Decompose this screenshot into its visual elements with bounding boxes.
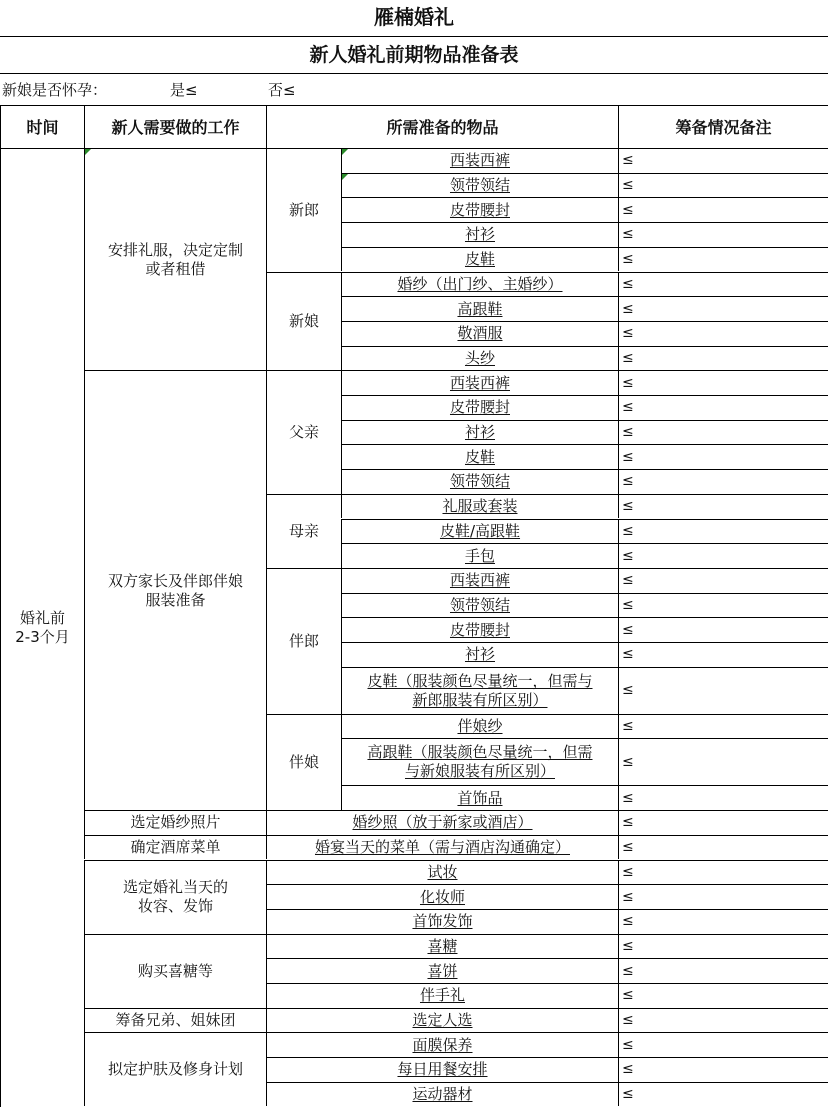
task-attire: [84, 148, 266, 370]
status-note[interactable]: [618, 884, 828, 909]
item-cell: [341, 785, 618, 810]
header-time-text: 时间: [26, 117, 59, 137]
item-cell-text: 皮带腰封: [449, 200, 510, 219]
item-cell-text: 衬衫: [464, 645, 495, 664]
header-task: [84, 105, 266, 148]
task-makeup: [84, 860, 266, 934]
status-note[interactable]: [618, 667, 828, 714]
status-note[interactable]: [618, 958, 828, 983]
status-note[interactable]: [618, 1032, 828, 1057]
item-cell-text: 试妆: [427, 862, 458, 881]
status-note-text: ≤: [622, 621, 634, 638]
item-cell: [341, 568, 618, 593]
item-cell-text: 婚纱（出门纱、主婚纱）: [397, 274, 563, 293]
item-cell: [266, 1057, 618, 1082]
role-groomsman-text: 伴郎: [288, 631, 319, 650]
item-cell-text: 皮带腰封: [449, 620, 510, 639]
status-note-text: ≤: [622, 1012, 634, 1029]
time-cell: [0, 148, 84, 1107]
status-note-text: ≤: [622, 1061, 634, 1078]
status-note-text: ≤: [622, 349, 634, 366]
item-cell: [341, 395, 618, 420]
status-note-text: ≤: [622, 987, 634, 1004]
status-note-text: ≤: [622, 814, 634, 831]
item-cell: [266, 860, 618, 885]
item-cell-text: 高跟鞋: [457, 299, 503, 318]
task-team: [84, 1008, 266, 1033]
status-note-text: ≤: [622, 448, 634, 465]
role-father: [266, 370, 341, 494]
time-cell-text: 婚礼前 2-3个月: [15, 608, 70, 646]
status-note[interactable]: [618, 642, 828, 667]
status-note-text: ≤: [622, 522, 634, 539]
status-note-text: ≤: [622, 937, 634, 954]
task-candy-text: 购买喜糖等: [137, 961, 213, 980]
item-cell: [341, 222, 618, 247]
item-cell: [341, 667, 618, 714]
status-note-text: ≤: [622, 226, 634, 243]
status-note-text: ≤: [622, 646, 634, 663]
item-cell-text: 皮鞋/高跟鞋: [439, 521, 521, 540]
status-note[interactable]: [618, 296, 828, 321]
document-title: 雁楠婚礼: [374, 5, 454, 29]
header-items: [266, 105, 618, 148]
preparation-table: [0, 105, 828, 1104]
header-task-text: 新人需要做的工作: [111, 117, 240, 137]
item-cell: [341, 272, 618, 297]
item-cell-text: 选定人选: [412, 1011, 473, 1030]
role-groom: [266, 148, 341, 272]
task-team-text: 筹备兄弟、姐妹团: [115, 1011, 236, 1030]
status-note[interactable]: [618, 395, 828, 420]
status-note[interactable]: [618, 247, 828, 272]
item-cell: [341, 642, 618, 667]
status-note[interactable]: [618, 444, 828, 469]
role-bridesmaid: [266, 714, 341, 810]
status-note[interactable]: [618, 810, 828, 835]
role-father-text: 父亲: [288, 423, 319, 442]
task-skincare: [84, 1032, 266, 1106]
status-note-text: ≤: [622, 498, 634, 515]
item-cell-text: 首饰发饰: [412, 912, 473, 931]
comment-marker-icon: [85, 149, 91, 155]
role-bride-text: 新娘: [288, 311, 319, 330]
item-cell: [341, 321, 618, 346]
status-note[interactable]: [618, 370, 828, 395]
item-cell: [341, 420, 618, 445]
pregnancy-label: 新娘是否怀孕：: [2, 81, 108, 99]
status-note-text: ≤: [622, 913, 634, 930]
item-cell-text: 高跟鞋（服装颜色尽量统一，但需 与新娘服装有所区别）: [367, 743, 593, 781]
status-note[interactable]: [618, 785, 828, 810]
status-note[interactable]: [618, 835, 828, 860]
item-cell: [266, 1032, 618, 1057]
item-cell-text: 化妆师: [419, 887, 465, 906]
status-note[interactable]: [618, 909, 828, 934]
status-note[interactable]: [618, 860, 828, 885]
pregnancy-row: [0, 73, 828, 106]
item-cell: [266, 1008, 618, 1033]
header-status: [618, 105, 828, 148]
item-cell: [341, 346, 618, 371]
role-mother: [266, 494, 341, 568]
status-note[interactable]: [618, 272, 828, 297]
role-bridesmaid-text: 伴娘: [288, 752, 319, 771]
item-cell-text: 皮带腰封: [449, 398, 510, 417]
item-cell: [341, 543, 618, 568]
item-cell-text: 皮鞋: [464, 447, 495, 466]
item-cell: [266, 983, 618, 1008]
status-note[interactable]: [618, 593, 828, 618]
status-note-text: ≤: [622, 789, 634, 806]
item-cell-text: 每日用餐安排: [397, 1060, 488, 1079]
item-cell-text: 婚宴当天的菜单（需与酒店沟通确定）: [314, 838, 570, 857]
status-note[interactable]: [618, 568, 828, 593]
task-menu: [84, 835, 266, 860]
status-note-text: ≤: [622, 275, 634, 292]
status-note[interactable]: [618, 346, 828, 371]
item-cell-text: 皮鞋: [464, 250, 495, 269]
item-cell: [341, 148, 618, 173]
status-note[interactable]: [618, 519, 828, 544]
item-cell: [266, 810, 618, 835]
item-cell-text: 手包: [464, 546, 495, 565]
header-items-text: 所需准备的物品: [386, 117, 499, 137]
header-status-text: 筹备情况备注: [675, 117, 772, 137]
status-note[interactable]: [618, 197, 828, 222]
status-note-text: ≤: [622, 325, 634, 342]
status-note-text: ≤: [622, 718, 634, 735]
status-note[interactable]: [618, 543, 828, 568]
role-groom-text: 新郎: [288, 200, 319, 219]
status-note-text: ≤: [622, 888, 634, 905]
item-cell: [341, 519, 618, 544]
comment-marker-icon: [342, 149, 348, 155]
status-note[interactable]: [618, 494, 828, 519]
item-cell-text: 礼服或套装: [442, 497, 518, 516]
task-attire-text: 安排礼服，决定定制 或者租借: [107, 240, 243, 278]
item-cell-text: 伴娘纱: [457, 717, 503, 736]
item-cell: [266, 958, 618, 983]
item-cell-text: 领带领结: [449, 472, 510, 491]
status-note-text: ≤: [622, 839, 634, 856]
item-cell: [266, 1082, 618, 1107]
task-skincare-text: 拟定护肤及修身计划: [107, 1060, 243, 1079]
item-cell: [341, 714, 618, 739]
task-photo-text: 选定婚纱照片: [130, 813, 221, 832]
item-cell-text: 领带领结: [449, 595, 510, 614]
role-mother-text: 母亲: [288, 521, 319, 540]
task-makeup-text: 选定婚礼当天的 妆容、发饰: [122, 878, 228, 916]
item-cell: [266, 934, 618, 959]
item-cell: [341, 173, 618, 198]
status-note[interactable]: [618, 714, 828, 739]
item-cell: [341, 617, 618, 642]
item-cell-text: 皮鞋（服装颜色尽量统一，但需与 新郎服装有所区别）: [367, 671, 593, 709]
status-note[interactable]: [618, 469, 828, 494]
status-note[interactable]: [618, 1082, 828, 1107]
item-cell-text: 衬衫: [464, 423, 495, 442]
item-cell-text: 首饰品: [457, 788, 503, 807]
status-note[interactable]: [618, 420, 828, 445]
status-note-text: ≤: [622, 863, 634, 880]
item-cell: [341, 444, 618, 469]
status-note-text: ≤: [622, 473, 634, 490]
item-cell-text: 西装西裤: [449, 373, 510, 392]
status-note[interactable]: [618, 983, 828, 1008]
status-note-text: ≤: [622, 374, 634, 391]
status-note-text: ≤: [622, 177, 634, 194]
status-note-text: ≤: [622, 682, 634, 699]
item-cell-text: 领带领结: [449, 176, 510, 195]
status-note-text: ≤: [622, 547, 634, 564]
sheet-subtitle: 新人婚礼前期物品准备表: [0, 36, 828, 73]
item-cell-text: 头纱: [464, 348, 495, 367]
status-note[interactable]: [618, 321, 828, 346]
status-note[interactable]: [618, 222, 828, 247]
status-note-text: ≤: [622, 251, 634, 268]
status-note-text: ≤: [622, 424, 634, 441]
item-cell: [341, 593, 618, 618]
task-photo: [84, 810, 266, 835]
item-cell: [341, 370, 618, 395]
item-cell-text: 面膜保养: [412, 1035, 473, 1054]
status-note-text: ≤: [622, 399, 634, 416]
item-cell: [341, 197, 618, 222]
item-cell: [266, 835, 618, 860]
item-cell-text: 喜糖: [427, 936, 458, 955]
status-note[interactable]: [618, 617, 828, 642]
status-note[interactable]: [618, 148, 828, 173]
item-cell-text: 婚纱照（放于新家或酒店）: [352, 813, 533, 832]
status-note[interactable]: [618, 1008, 828, 1033]
role-bride: [266, 272, 341, 371]
status-note-text: ≤: [622, 596, 634, 613]
status-note[interactable]: [618, 738, 828, 785]
task-family-text: 双方家长及伴郎伴娘 服装准备: [107, 571, 243, 609]
status-note-text: ≤: [622, 753, 634, 770]
role-groomsman: [266, 568, 341, 714]
item-cell: [341, 738, 618, 785]
item-cell-text: 衬衫: [464, 225, 495, 244]
status-note-text: ≤: [622, 962, 634, 979]
status-note-text: ≤: [622, 152, 634, 169]
item-cell-text: 西装西裤: [449, 151, 510, 170]
pregnancy-yes-option[interactable]: 是≤: [170, 81, 198, 99]
status-note-text: ≤: [622, 201, 634, 218]
comment-marker-icon: [342, 174, 348, 180]
item-cell: [341, 469, 618, 494]
pregnancy-no-option[interactable]: 否≤: [268, 81, 296, 99]
status-note-text: ≤: [622, 300, 634, 317]
status-note-text: ≤: [622, 572, 634, 589]
task-candy: [84, 934, 266, 1008]
status-note-text: ≤: [622, 1036, 634, 1053]
item-cell: [341, 296, 618, 321]
item-cell-text: 运动器材: [412, 1085, 473, 1104]
status-note[interactable]: [618, 173, 828, 198]
item-cell: [341, 247, 618, 272]
item-cell: [266, 884, 618, 909]
header-time: [0, 105, 84, 148]
status-note[interactable]: [618, 1057, 828, 1082]
item-cell-text: 敬酒服: [457, 324, 503, 343]
item-cell: [341, 494, 618, 519]
item-cell: [266, 909, 618, 934]
status-note-text: ≤: [622, 1086, 634, 1103]
item-cell-text: 伴手礼: [419, 986, 465, 1005]
status-note[interactable]: [618, 934, 828, 959]
task-menu-text: 确定酒席菜单: [130, 838, 221, 857]
item-cell-text: 西装西裤: [449, 571, 510, 590]
task-family: [84, 370, 266, 810]
item-cell-text: 喜饼: [427, 961, 458, 980]
